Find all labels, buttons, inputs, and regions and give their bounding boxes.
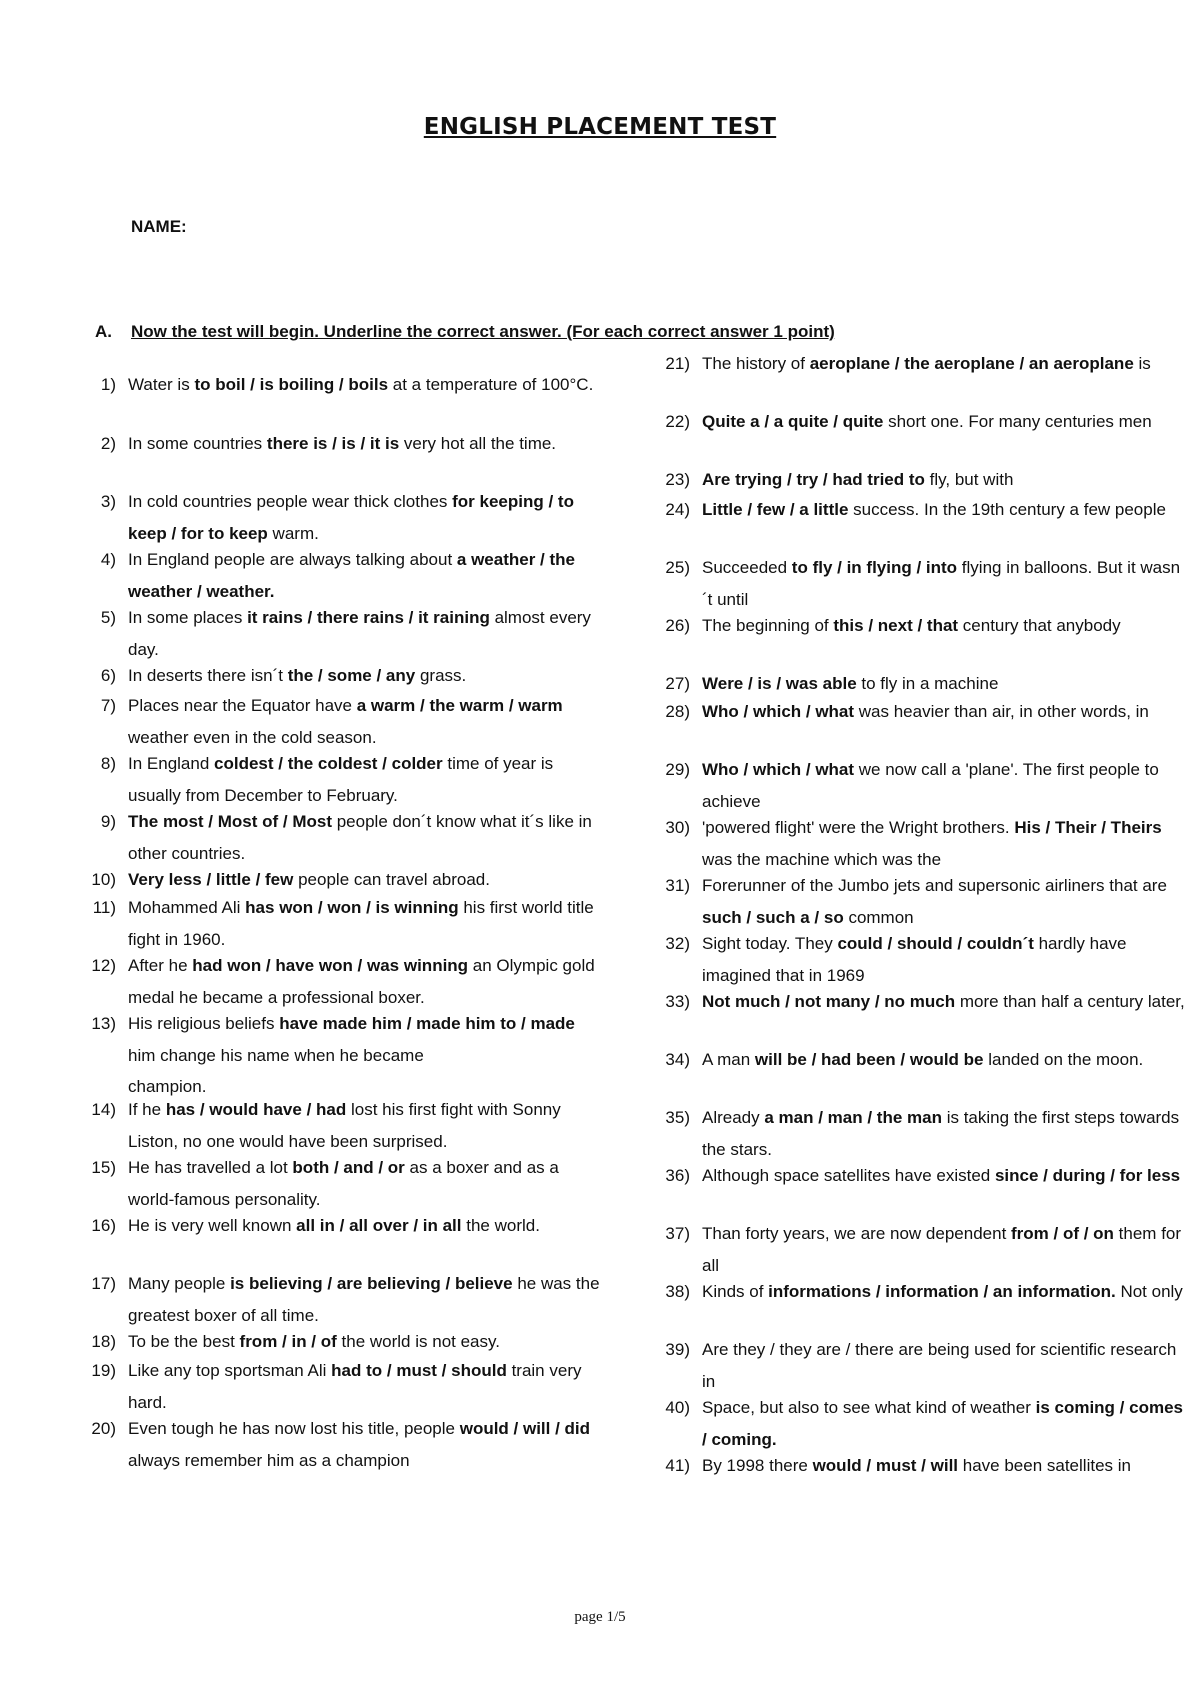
question-fragment: Sight today. They	[702, 934, 838, 953]
question-text	[128, 806, 606, 869]
section-instruction: Now the test will begin. Underline the correct answer. (For each correct answer 1 point)	[131, 322, 835, 341]
question-fragment: Forerunner of the Jumbo jets and supersonic airliners that are	[702, 876, 1167, 895]
question-fragment: weather even in the cold season.	[128, 727, 377, 747]
question-number: 22)	[665, 412, 690, 431]
question-fragment: To be the best	[128, 1332, 240, 1351]
answer-options[interactable]: informations / information / an information.	[768, 1282, 1116, 1301]
question-fragment: flying in balloons. But it wasn´t until	[702, 558, 1181, 609]
question-text	[128, 690, 606, 753]
question-fragment: the world.	[461, 1216, 540, 1235]
question-item	[650, 1276, 1190, 1308]
question-fragment: Water is	[128, 375, 195, 394]
question-fragment: people don´t know what it´s like in other countries.	[128, 812, 592, 863]
answer-options[interactable]: coldest / the coldest / colder	[214, 754, 443, 773]
question-number: 21)	[665, 354, 690, 373]
question-number: 19)	[91, 1361, 116, 1380]
question-text	[702, 610, 1190, 642]
answer-options[interactable]: Were / is / was able	[702, 674, 857, 693]
question-number: 8)	[100, 754, 116, 773]
question-number: 2)	[100, 434, 116, 453]
question-fragment: century that anybody	[958, 616, 1121, 635]
question-item	[76, 950, 606, 1013]
question-text	[128, 428, 606, 460]
page-number: page 1/5	[574, 1609, 626, 1625]
question-number: 32)	[665, 934, 690, 953]
question-item	[76, 1210, 606, 1242]
question-item	[76, 892, 606, 955]
question-fragment: In cold countries people wear thick clothes	[128, 492, 453, 511]
question-item	[650, 986, 1190, 1018]
question-number: 15)	[91, 1158, 116, 1177]
question-item	[650, 1334, 1190, 1397]
question-number: 29)	[665, 760, 690, 779]
page-title: ENGLISH PLACEMENT TEST	[423, 114, 777, 140]
question-text	[702, 928, 1190, 991]
question-number: 6)	[100, 666, 116, 685]
question-fragment: them for all	[702, 1224, 1182, 1275]
question-number: 13)	[91, 1014, 116, 1033]
question-number: 23)	[665, 470, 690, 489]
question-number: 17)	[91, 1274, 116, 1293]
answer-options[interactable]: will be / had been / would be	[754, 1050, 984, 1069]
question-text	[702, 1160, 1190, 1192]
section-letter: A.	[95, 322, 112, 341]
question-fragment: By 1998 there	[702, 1456, 813, 1475]
question-text	[702, 1450, 1190, 1482]
question-item	[76, 806, 606, 869]
question-fragment: lost his first fight with Sonny Liston, no one would have been surprised.	[128, 1100, 561, 1151]
question-fragment: very hot all the time.	[399, 434, 557, 453]
answer-options[interactable]: from / of / on	[1011, 1224, 1114, 1243]
question-item	[76, 864, 606, 896]
question-number: 12)	[91, 956, 116, 975]
question-item	[76, 660, 606, 692]
question-fragment: as a boxer and as a world-famous personality.	[128, 1158, 559, 1209]
question-text	[702, 348, 1190, 380]
section-heading	[95, 322, 835, 342]
question-item	[650, 696, 1190, 728]
question-fragment: common	[843, 907, 914, 927]
question-number: 25)	[665, 558, 690, 577]
answer-options[interactable]: all in / all over / in all	[296, 1216, 462, 1235]
answer-options[interactable]: Quite a / a quite / quite	[702, 412, 884, 431]
question-text	[128, 369, 606, 401]
answer-options[interactable]: since / during / for less	[994, 1166, 1181, 1185]
question-fragment: the world is not easy.	[336, 1332, 500, 1351]
question-item	[650, 406, 1190, 438]
answer-options[interactable]: both / and / or	[292, 1158, 405, 1177]
question-fragment: landed on the moon.	[983, 1050, 1144, 1069]
answer-options[interactable]: for keeping / to keep / for to keep	[128, 492, 574, 543]
question-fragment: was heavier than air, in other words, in	[854, 702, 1149, 721]
question-fragment: success. In the 19th century a few people	[848, 500, 1166, 519]
question-fragment: In England people are always talking about	[128, 550, 457, 569]
question-item	[650, 812, 1190, 875]
question-number: 14)	[91, 1100, 116, 1119]
question-text	[128, 1094, 606, 1157]
question-item	[650, 494, 1190, 526]
question-fragment: Space, but also to see what kind of weather	[702, 1398, 1036, 1417]
question-text	[128, 1152, 606, 1215]
question-fragment: at a temperature of 100°C.	[388, 375, 594, 394]
question-fragment: The beginning of	[702, 616, 834, 635]
question-item	[76, 690, 606, 753]
answer-options[interactable]: has won / won / is winning	[245, 898, 459, 917]
answer-options[interactable]: a weather / the weather / weather.	[128, 550, 576, 601]
answer-options[interactable]: Are trying / try / had tried to	[702, 470, 925, 489]
question-number: 4)	[100, 550, 116, 569]
question-text	[702, 494, 1190, 526]
question-text	[702, 754, 1190, 817]
question-number: 18)	[91, 1332, 116, 1351]
answer-options[interactable]: had to / must / should	[331, 1361, 507, 1380]
answer-options[interactable]: Very less / little / few	[128, 870, 294, 889]
question-fragment: fly, but with	[924, 470, 1014, 489]
question-item	[76, 1413, 606, 1476]
question-number: 1)	[100, 375, 116, 394]
question-item	[650, 1392, 1190, 1455]
question-fragment: he was the greatest boxer of all time.	[128, 1274, 600, 1325]
question-item	[650, 1160, 1190, 1192]
answer-options[interactable]: His / Their / Theirs	[1014, 818, 1162, 837]
question-fragment: Already	[702, 1108, 765, 1127]
question-item	[76, 748, 606, 811]
question-text	[128, 950, 606, 1013]
question-text	[702, 1392, 1190, 1455]
question-item	[650, 610, 1190, 642]
question-item	[76, 1008, 606, 1103]
question-fragment: In some places	[128, 608, 248, 627]
answer-options[interactable]: to fly / in flying / into	[791, 558, 958, 577]
question-text	[128, 1413, 606, 1476]
question-text	[128, 748, 606, 811]
answer-options[interactable]: is coming / comes / coming.	[702, 1398, 1183, 1449]
question-number: 24)	[665, 500, 690, 519]
answer-options[interactable]: the / some / any	[287, 666, 416, 685]
question-fragment: champion.	[128, 1077, 207, 1096]
question-item	[650, 1450, 1190, 1482]
question-item	[76, 1152, 606, 1215]
question-item	[650, 1102, 1190, 1165]
question-item	[76, 486, 606, 549]
question-fragment: to fly in a machine	[856, 674, 999, 693]
question-number: 35)	[665, 1108, 690, 1127]
question-text	[128, 660, 606, 692]
question-item	[650, 1044, 1190, 1076]
question-fragment: have been satellites in	[958, 1456, 1131, 1475]
question-fragment: He has travelled a lot	[128, 1158, 293, 1177]
question-fragment: Kinds of	[702, 1282, 769, 1301]
answer-options[interactable]: it rains / there rains / it raining	[247, 608, 490, 627]
answer-options[interactable]: Not much / not many / no much	[702, 992, 956, 1011]
question-fragment: His religious beliefs	[128, 1014, 280, 1033]
question-item	[650, 348, 1190, 380]
question-item	[650, 870, 1190, 933]
answer-options[interactable]: The most / Most of / Most	[128, 812, 332, 831]
question-text	[702, 668, 1190, 700]
question-fragment: In deserts there isn´t	[128, 666, 288, 685]
answer-options[interactable]: aeroplane / the aeroplane / an aeroplane	[809, 354, 1134, 373]
question-fragment: his first world title fight in 1960.	[128, 898, 594, 949]
question-text	[128, 1355, 606, 1418]
question-number: 41)	[665, 1456, 690, 1475]
question-number: 33)	[665, 992, 690, 1011]
question-fragment: The history of	[702, 354, 810, 373]
question-fragment: time of year is usually from December to February.	[128, 754, 554, 805]
question-fragment: Succeeded	[702, 558, 792, 577]
question-text	[128, 1268, 606, 1331]
question-number: 9)	[100, 812, 116, 831]
answer-options[interactable]: would / will / did	[459, 1419, 591, 1438]
question-fragment: 'powered flight' were the Wright brothers.	[702, 818, 1015, 837]
question-fragment: always remember him as a champion	[128, 1450, 410, 1470]
question-fragment: Even tough he has now lost his title, people	[128, 1419, 460, 1438]
question-text	[128, 1008, 606, 1103]
answer-options[interactable]: would / must / will	[812, 1456, 959, 1475]
answer-options[interactable]: has / would have / had	[165, 1100, 347, 1119]
question-fragment: Mohammed Ali	[128, 898, 246, 917]
question-fragment: Like any top sportsman Ali	[128, 1361, 332, 1380]
question-item	[76, 1355, 606, 1418]
question-text	[702, 1276, 1190, 1308]
answer-options[interactable]: to boil / is boiling / boils	[194, 375, 389, 394]
answer-options[interactable]: this / next / that	[833, 616, 959, 635]
answer-options[interactable]: such / such a / so	[702, 907, 844, 927]
question-fragment: In England	[128, 754, 215, 773]
question-item	[650, 464, 1190, 496]
question-fragment: an Olympic gold medal he became a professional boxer.	[128, 956, 595, 1007]
question-number: 3)	[100, 492, 116, 511]
question-fragment: warm.	[267, 523, 319, 543]
question-item	[76, 1268, 606, 1331]
question-fragment: A man	[702, 1050, 755, 1069]
question-text	[128, 892, 606, 955]
question-text	[702, 696, 1190, 728]
question-item	[76, 428, 606, 460]
question-text	[702, 1102, 1190, 1165]
question-fragment: him change his name when he became	[128, 1045, 424, 1065]
question-fragment: Not only	[1115, 1282, 1183, 1301]
answer-options[interactable]: is believing / are believing / believe	[230, 1274, 513, 1293]
name-label: NAME:	[131, 217, 187, 236]
question-item	[650, 928, 1190, 991]
question-number: 30)	[665, 818, 690, 837]
question-fragment: more than half a century later,	[955, 992, 1185, 1011]
question-text	[702, 406, 1190, 438]
question-item	[76, 1094, 606, 1157]
question-fragment: Many people	[128, 1274, 231, 1293]
question-number: 27)	[665, 674, 690, 693]
question-number: 5)	[100, 608, 116, 627]
answer-options[interactable]: Little / few / a little	[702, 500, 849, 519]
question-fragment: If he	[128, 1100, 166, 1119]
question-fragment: we now call a 'plane'. The first people to achieve	[702, 760, 1159, 811]
question-fragment: hardly have imagined that in 1969	[702, 934, 1127, 985]
question-text	[128, 1326, 606, 1358]
question-number: 34)	[665, 1050, 690, 1069]
question-fragment: Than forty years, we are now dependent	[702, 1224, 1012, 1243]
question-text	[128, 486, 606, 549]
question-number: 7)	[100, 696, 116, 715]
question-fragment: After he	[128, 956, 193, 975]
answer-options[interactable]: Who / which / what	[702, 760, 855, 779]
answer-options[interactable]: from / in / of	[239, 1332, 337, 1351]
question-text	[702, 986, 1190, 1018]
answer-options[interactable]: a warm / the warm / warm	[356, 696, 563, 715]
answer-options[interactable]: had won / have won / was winning	[192, 956, 469, 975]
answer-options[interactable]: there is / is / it is	[266, 434, 400, 453]
question-fragment: He is very well known	[128, 1216, 297, 1235]
question-item	[76, 1326, 606, 1358]
answer-options[interactable]: could / should / couldn´t	[837, 934, 1034, 953]
answer-options[interactable]: Who / which / what	[702, 702, 855, 721]
question-item	[650, 1218, 1190, 1281]
question-fragment: was the machine which was the	[702, 849, 942, 869]
question-item	[650, 552, 1190, 615]
question-fragment: Although space satellites have existed	[702, 1166, 995, 1185]
question-number: 10)	[91, 870, 116, 889]
question-text	[128, 864, 606, 896]
question-text	[702, 552, 1190, 615]
question-number: 16)	[91, 1216, 116, 1235]
question-number: 38)	[665, 1282, 690, 1301]
question-number: 26)	[665, 616, 690, 635]
question-fragment: almost every day.	[128, 608, 591, 659]
question-text	[702, 870, 1190, 933]
question-text	[702, 1218, 1190, 1281]
question-number: 39)	[665, 1340, 690, 1359]
question-item	[650, 668, 1190, 700]
question-item	[76, 602, 606, 665]
question-fragment: Are they / they are / there are being used for scientific research in	[702, 1340, 1177, 1391]
question-text	[128, 1210, 606, 1242]
question-fragment: grass.	[415, 666, 467, 685]
question-number: 36)	[665, 1166, 690, 1185]
question-fragment: is taking the first steps towards the stars.	[702, 1108, 1180, 1159]
question-item	[76, 544, 606, 607]
question-item	[650, 754, 1190, 817]
answer-options[interactable]: have made him / made him to / made	[279, 1014, 575, 1033]
question-fragment: train very hard.	[128, 1361, 582, 1412]
question-fragment: is	[1133, 354, 1151, 373]
question-number: 31)	[665, 876, 690, 895]
question-text	[702, 464, 1190, 496]
question-number: 20)	[91, 1419, 116, 1438]
question-text	[702, 1044, 1190, 1076]
question-item	[76, 369, 606, 401]
question-number: 40)	[665, 1398, 690, 1417]
question-fragment: people can travel abroad.	[293, 870, 490, 889]
question-number: 28)	[665, 702, 690, 721]
question-text	[702, 812, 1190, 875]
question-fragment: short one. For many centuries men	[883, 412, 1152, 431]
question-number: 37)	[665, 1224, 690, 1243]
question-text	[128, 544, 606, 607]
question-fragment: Places near the Equator have	[128, 696, 357, 715]
question-text	[128, 602, 606, 665]
answer-options[interactable]: a man / man / the man	[764, 1108, 942, 1127]
question-text	[702, 1334, 1190, 1397]
question-number: 11)	[92, 898, 116, 917]
question-fragment: In some countries	[128, 434, 267, 453]
